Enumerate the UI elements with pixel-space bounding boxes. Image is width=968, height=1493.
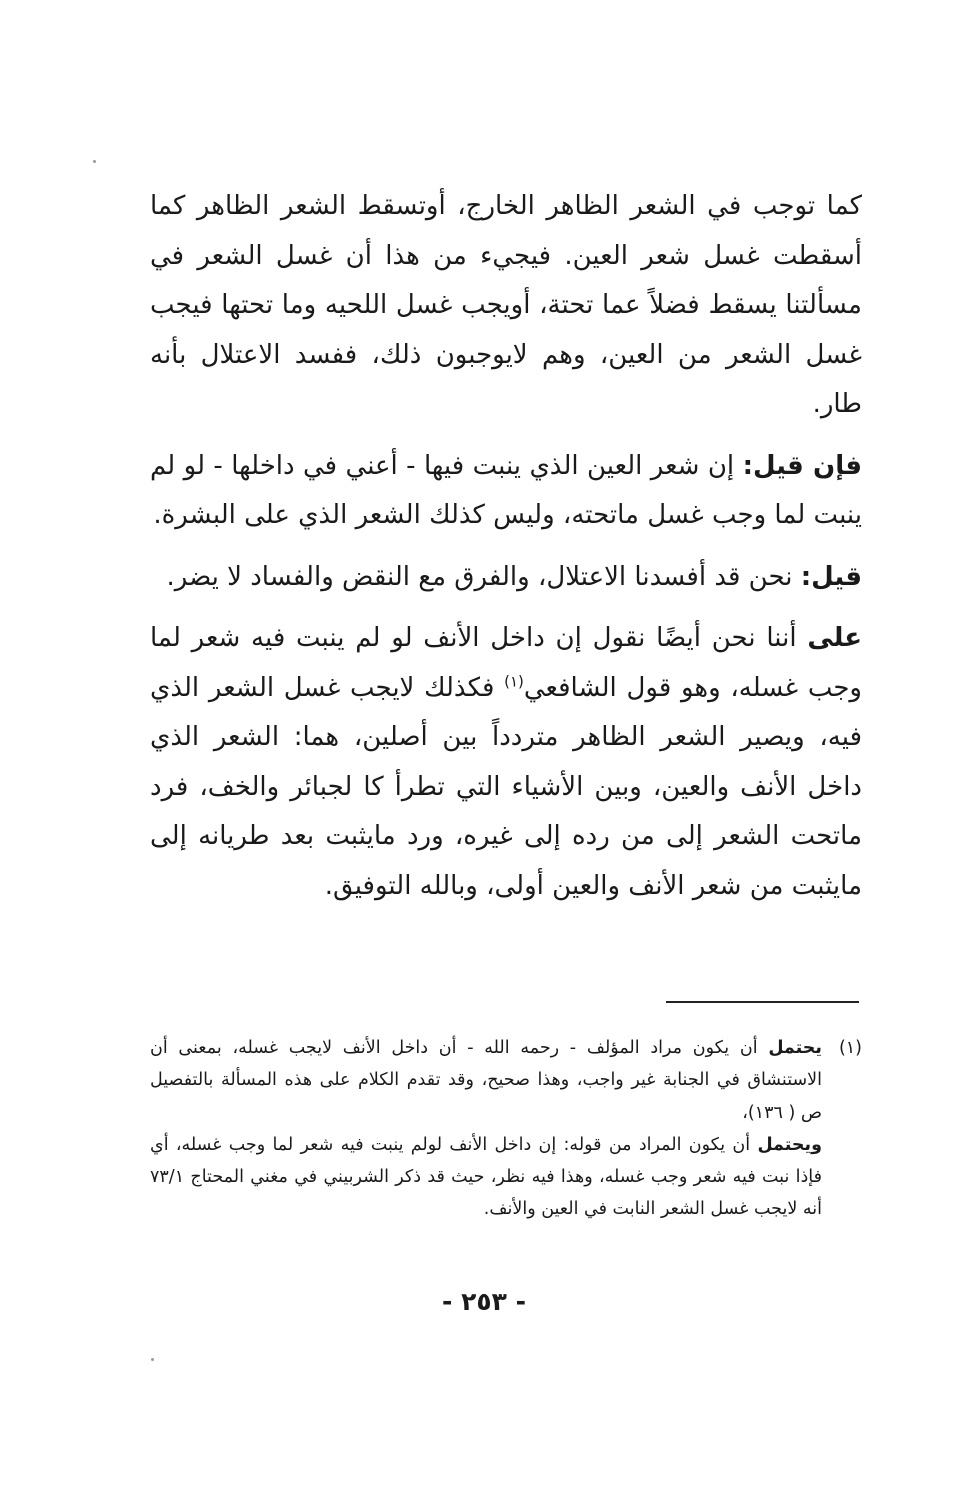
paragraph-4-text-a: أننا نحن أيضًا نقول إن داخل الأنف لو لم ينبت فيه شعر لما وجب غسله، وهو قول الشافعي (150, 623, 862, 703)
footnote-1-part-1 (150, 1032, 822, 1129)
footnote-1-marker: (١) (838, 1038, 862, 1058)
paragraph-3 (150, 553, 862, 603)
paragraph-4 (150, 614, 862, 911)
footnote-reference[interactable]: (١) (504, 671, 524, 690)
paragraph-3-text: نحن قد أفسدنا الاعتلال، والفرق مع النقض والفساد لا يضر. (166, 561, 801, 592)
footnotes (150, 1032, 862, 1226)
paragraph-1 (150, 182, 862, 430)
footnote-1-part-2 (150, 1129, 822, 1226)
main-text (150, 182, 862, 923)
footnote-separator (666, 1001, 859, 1003)
footnote-1-lead-1: يحتمل (768, 1038, 822, 1058)
paragraph-4-text-b: فكذلك لايجب غسل الشعر الذي فيه، ويصير الشعر الظاهر متردداً بين أصلين، هما: الشعر الذي داخل الأنف والعين، وبين الأشياء التي تطرأ كا لجبائر والخف، فرد ماتحت الشعر إلى من رده إلى غيره، ورد مايثبت بعد طريانه إلى مايثبت من شعر الأنف والعين أولى، وبالله التوفيق. (150, 672, 862, 901)
paragraph-4-lead: على (807, 623, 862, 653)
footnote-1 (150, 1032, 862, 1226)
paragraph-2 (150, 442, 862, 541)
paragraph-2-lead: فإن قيل: (742, 450, 863, 481)
paragraph-1-text: كما توجب في الشعر الظاهر الخارج، أوتسقط الشعر الظاهر كما أسقطت غسل شعر العين. فيجيء من هذا أن غسل الشعر في مسألتنا يسقط فضلاً عما تحتة، أويجب غسل اللحيه وما تحتها فيجب غسل الشعر من العين، وهم لايوجبون ذلك، ففسد الاعتلال بأنه طار. (150, 191, 862, 419)
footnote-1-lead-2: ويحتمل (757, 1134, 822, 1155)
footnote-1-body (150, 1032, 822, 1226)
footnote-1-text-2: أن يكون المراد من قوله: إن داخل الأنف لولم ينبت فيه شعر لما وجب غسله، أي فإذا نبت فيه شعر وجب غسله، وهذا فيه نظر، حيث قد ذكر الشربيني في مغني المحتاج ٧٣/١ أنه لايجب غسل الشعر النابت في العين والأنف. (150, 1134, 822, 1220)
paragraph-3-lead: قيل: (800, 561, 862, 592)
footnote-1-text-1: أن يكون مراد المؤلف - رحمه الله - أن داخل الأنف لايجب غسله، بمعنى أن الاستنشاق في الجنابة غير واجب، وهذا صحيح، وقد تقدم الكلام على هذه المسألة بالتفصيل ص ( ١٣٦)، (150, 1038, 822, 1123)
paragraph-2-text: إن شعر العين الذي ينبت فيها - أعني في داخلها - لو لم ينبت لما وجب غسل ماتحته، وليس كذلك الشعر الذي على البشرة. (150, 450, 862, 530)
scan-speck-top (93, 160, 96, 163)
page-number: - ٢٥٣ - (442, 1287, 526, 1316)
scan-speck-bottom (151, 1358, 154, 1361)
